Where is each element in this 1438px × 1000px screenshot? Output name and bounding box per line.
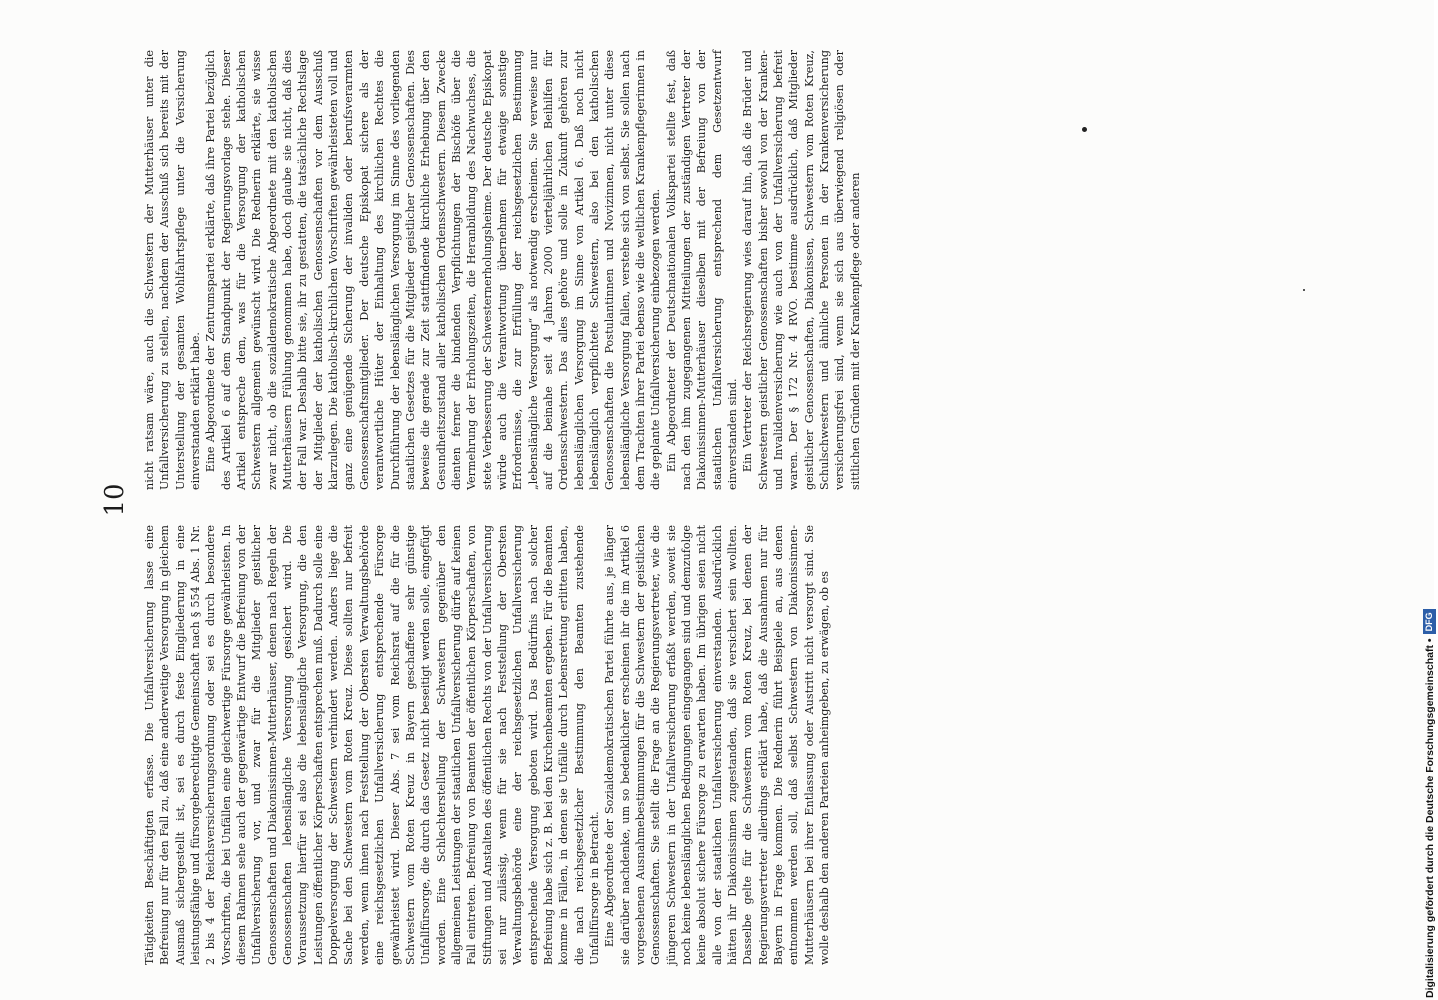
- digitization-notice: [1422, 0, 1438, 998]
- paragraph: Ein Vertreter der Reichsregierung wies darauf hin, daß die Brüder und Schwestern geistlicher Genossenschaften bisher sowohl von der Kranken- und Invalidenversicherung wie auch von der Unfallversicherung befreit waren. Der § 172 Nr. 4 RVO. bestimme ausdrücklich, daß Mitglieder geistlicher Genossenschaften, Diakonissen, Schwestern vom Roten Kreuz, Schulschwestern und ähnliche Personen in der Krankenversicherung versicherungsfrei sind, wenn sie sich aus überwiegend religiösen oder sittlichen Gründen mit der Krankenpflege oder anderen: [741, 50, 862, 490]
- paragraph: nicht ratsam wäre, auch die Schwestern der Mutterhäuser unter die Unfallversicherung zu stellen, nachdem der Ausschuß sich bereits mit der Unterstellung der gesamten Wohlfahrtspflege unter die Versicherung einverstanden erklärt habe.: [143, 50, 203, 490]
- ink-speck: [1303, 289, 1305, 291]
- paragraph: Eine Abgeordnete der Sozialdemokratischen Partei führte aus, je länger sie darüber nachdenke, um so bedenklicher erscheinen ihr die im Artikel 6 vorgesehenen Ausnahmebestimmungen für die Schwestern der geistlichen Genossenschaften. Sie stellt die Frage an die Regierungsvertreter, wie die jüngeren Schwestern in der Unfallversicherung erfaßt werden, soweit sie noch keine lebenslänglichen Bedingungen eingegangen sind und demzufolge keine absolut sichere Fürsorge zu erwarten haben. Im übrigen seien nicht alle von der staatlichen Unfallversicherung einverstanden. Ausdrücklich hätten ihr Diakonissinnen zugestanden, daß sie versichert sein wollten. Dasselbe gelte für die Schwestern vom Roten Kreuz, bei denen der Regierungsvertreter allerdings erklärt habe, daß die Ausnahmen nur für Bayern in Frage kommen. Die Rednerin führt Beispiele an, aus denen entnommen werden soll, daß selbst Schwestern von Diakonissinnen-Mutterhäusern bei ihrer Entlassung oder Austritt nicht versorgt sind. Sie wolle deshalb den anderen Parteien anheimgeben, zu erwägen, ob es: [603, 525, 832, 965]
- page-number: 10: [100, 483, 130, 517]
- right-column: [142, 50, 1297, 490]
- dfg-logo: DFG: [1423, 609, 1436, 634]
- paragraph: Tätigkeiten Beschäftigten erfasse. Die Unfallversicherung lasse eine Befreiung nur für den Fall zu, daß eine anderweitige Versorgung in gleichem Ausmaß sichergestellt ist, sei es durch feste Eingliederung in eine leistungsfähige und fürsorgeberechtigte Gemeinschaft nach § 554 Abs. 1 Nr. 2 bis 4 der Reichsversicherungsordnung oder sei es durch besondere Vorschriften, die bei Unfällen eine gleichwertige Fürsorge gewährleisten. In diesem Rahmen sehe auch der gegenwärtige Entwurf die Befreiung von der Unfallversicherung vor, und zwar für die Mitglieder geistlicher Genossenschaften und Diakonissinnen-Mutterhäuser, denen nach Regeln der Genossenschaften lebenslängliche Versorgung gesichert wird. Die Voraussetzung hierfür sei also die lebenslängliche Versorgung, die den Leistungen öffentlicher Körperschaften entsprechen muß. Dadurch solle eine Doppelversorgung der Schwestern verhindert werden. Anders liege die Sache bei den Schwestern vom Roten Kreuz. Diese sollten nur befreit werden, wenn ihnen nach Feststellung der Obersten Verwaltungsbehörde eine reichsgesetzlichen Unfallversicherung entsprechende Fürsorge gewährleistet wird. Dieser Abs. 7 sei vom Reichsrat auf die für die Schwestern vom Roten Kreuz in Bayern geschaffene sehr günstige Unfallfürsorge, die durch das Gesetz nicht beseitigt werden solle, eingefügt worden. Eine Schlechterstellung der Schwestern gegenüber den allgemeinen Leistungen der staatlichen Unfallversicherung dürfe auf keinen Fall eintreten. Befreiung von Beamten der öffentlichen Körperschaften, von Stiftungen und Anstalten des öffentlichen Rechts von der Unfallversicherung sei nur zulässig, wenn für sie nach Feststellung der Obersten Verwaltungsbehörde eine der reichsgesetzlichen Unfallversicherung entsprechende Versorgung geboten wird. Das Bedürfnis nach solcher Befreiung habe sich z. B. bei den Kirchenbeamten ergeben. Für die Beamten komme in Fällen, in denen sie Unfälle durch Lebensrettung erlitten haben, die nach reichsgesetzlicher Bestimmung den Beamten zustehende Unfallfürsorge in Betracht.: [143, 525, 601, 965]
- digitization-notice-text: Digitalisierung gefördert durch die Deutsche Forschungsgemeinschaft •: [1424, 638, 1436, 998]
- left-column: [142, 525, 1297, 965]
- rotated-page-content: [100, 35, 1300, 965]
- paragraph: Ein Abgeordneter der Deutschnationalen Volkspartei stellte fest, daß nach den ihm zugegangenen Mitteilungen der zuständigen Vertreter der Diakonissinnen-Mutterhäuser dieselben mit der Befreiung von der staatlichen Unfallversicherung entsprechend dem Gesetzentwurf einverstanden sind.: [664, 50, 740, 490]
- ink-dot: [1082, 127, 1087, 132]
- paragraph: Eine Abgeordnete der Zentrumspartei erklärte, daß ihre Partei bezüglich des Artikel 6 auf dem Standpunkt der Regierungsvorlage stehe. Dieser Artikel entspreche dem, was für die Versorgung der katholischen Schwestern allgemein gewünscht wird. Die Rednerin erklärte, sie wisse zwar nicht, ob die sozialdemokratische Abgeordnete mit den katholischen Mutterhäusern Fühlung genommen habe, doch glaube sie nicht, daß dies der Fall war. Deshalb bitte sie, ihr zu gestatten, die tatsächliche Rechtslage der Mitglieder der katholischen Genossenschaften vor dem Ausschuß klarzulegen. Die katholisch-kirchlichen Vorschriften gewährleisteten voll und ganz eine genügende Sicherung der invaliden oder berufsverarmten Genossenschaftsmitglieder. Der deutsche Episkopat sichere als der verantwortliche Hüter der Einhaltung des kirchlichen Rechtes die Durchführung der lebenslänglichen Versorgung im Sinne des vorliegenden staatlichen Gesetzes für die Mitglieder geistlicher Genossenschaften. Dies beweise die gerade zur Zeit stattfindende kirchliche Erhebung über den Gesundheitszustand aller katholischen Ordensschwestern. Diesem Zwecke dienten ferner die bindenden Verpflichtungen der Bischöfe über die Vermehrung der Erholungszeiten, die Heranbildung des Nachwuchses, die stete Verbesserung der Schwesternerholungsheime. Der deutsche Episkopat würde auch die Verantwortung übernehmen für etwaige sonstige Erfordernisse, die zur Erfüllung der reichsgesetzlichen Bestimmung „lebenslängliche Versorgung“ als notwendig erscheinen. Sie verweise nur auf die beinahe seit 4 Jahren 2000 vierteljährlichen Beihilfen für Ordensschwestern. Das alles gehöre und solle in Zukunft gehören zur lebenslänglichen Versorgung im Sinne von Artikel 6. Daß noch nicht lebenslänglich verpflichtete Schwestern, also bei den katholischen Genossenschaften die Postulantinnen und Novizinnen, nicht unter diese lebenslängliche Versorgung fallen, verstehe sich von selbst. Sie sollen nach dem Trachten ihrer Partei ebenso wie die weltlichen Krankenpflegerinnen in die geplante Unfallversicherung einbezogen werden.: [204, 50, 663, 490]
